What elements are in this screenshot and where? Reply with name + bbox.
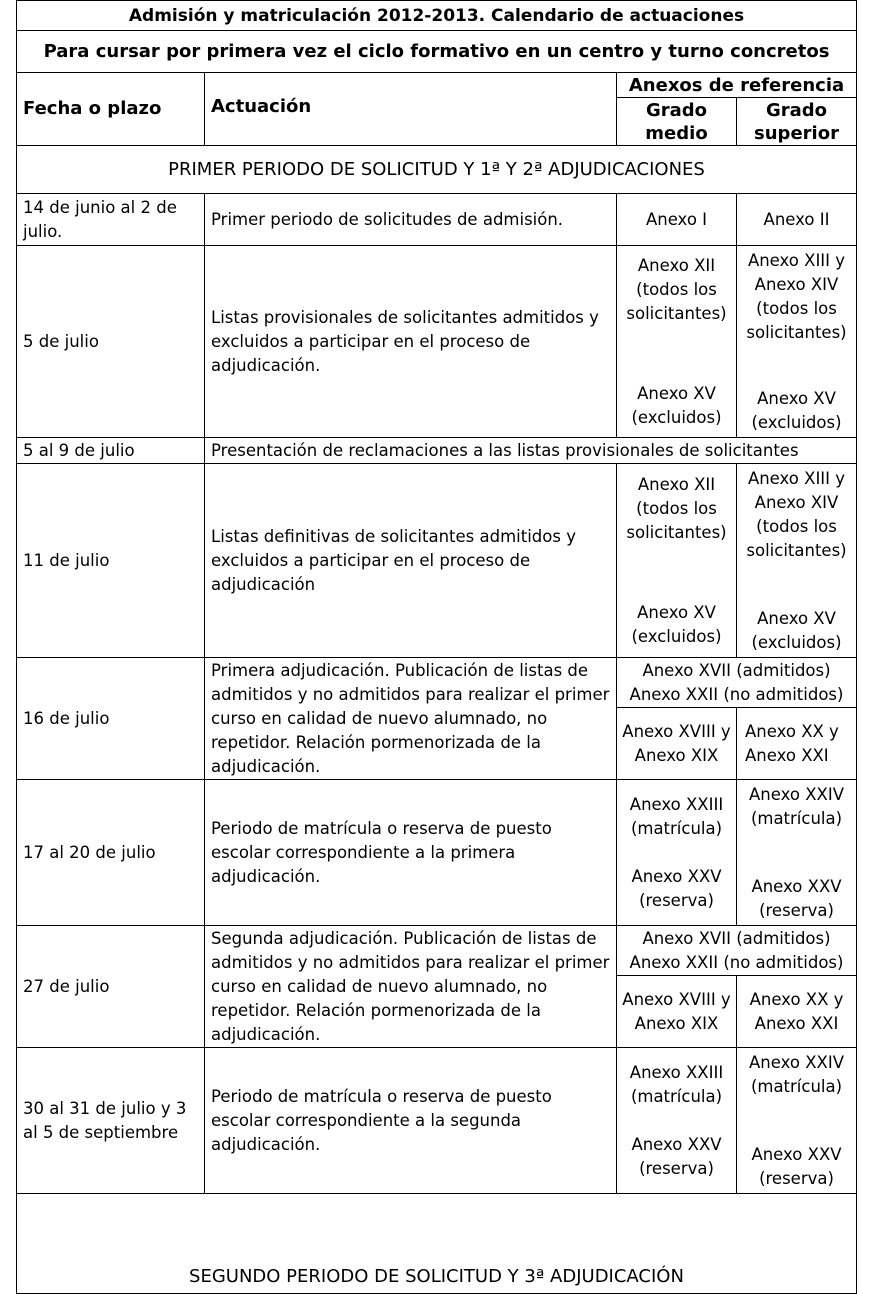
anexo-text: Anexo XVII (admitidos) bbox=[642, 928, 831, 948]
combined-anexo-cell bbox=[617, 926, 857, 976]
subtitle-row bbox=[17, 31, 857, 73]
grado-superior-cell: Anexo II bbox=[737, 194, 857, 246]
anexo-text: Anexo XV (excluidos) bbox=[751, 388, 842, 432]
anexo-text: Anexo XIII y Anexo XIV (todos los solicitantes) bbox=[746, 468, 847, 560]
table-row bbox=[17, 246, 857, 438]
header-grado-medio: Grado medio bbox=[617, 98, 737, 146]
grado-superior-cell bbox=[737, 780, 857, 926]
actuacion-cell: Primera adjudicación. Publicación de listas de admitidos y no admitidos para realizar el primer curso en calidad de nuevo alumnado, no repetidor. Relación pormenorizada de la adjudicación. bbox=[205, 658, 617, 780]
header-row-1 bbox=[17, 73, 857, 98]
actuacion-cell: Listas definitivas de solicitantes admitidos y excluidos a participar en el proceso de adjudicación bbox=[205, 464, 617, 658]
table-row bbox=[17, 1048, 857, 1194]
anexo-text: Anexo XXII (no admitidos) bbox=[629, 684, 844, 704]
actuacion-cell: Primer periodo de solicitudes de admisión. bbox=[205, 194, 617, 246]
grado-superior-cell bbox=[737, 246, 857, 438]
header-actuacion: Actuación bbox=[205, 73, 617, 146]
grado-medio-cell: Anexo XVIII y Anexo XIX bbox=[617, 708, 737, 780]
actuacion-cell: Listas provisionales de solicitantes admitidos y excluidos a participar en el proceso de adjudicación. bbox=[205, 246, 617, 438]
anexo-text: Anexo XIII y Anexo XIV (todos los solicitantes) bbox=[746, 250, 847, 342]
anexo-text: Anexo XXV (reserva) bbox=[751, 1144, 842, 1188]
anexo-text: Anexo XXIV (matrícula) bbox=[749, 1052, 844, 1096]
fecha-cell: 16 de julio bbox=[17, 658, 205, 780]
anexo-text: Anexo XVII (admitidos) bbox=[642, 660, 831, 680]
anexo-text: Anexo XXV (reserva) bbox=[631, 866, 722, 910]
combined-anexo-cell bbox=[617, 658, 857, 708]
period-1-row bbox=[17, 146, 857, 194]
table-row bbox=[17, 780, 857, 926]
actuacion-cell: Presentación de reclamaciones a las listas provisionales de solicitantes bbox=[205, 438, 857, 464]
grado-medio-cell bbox=[617, 464, 737, 658]
fecha-cell: 14 de junio al 2 de julio. bbox=[17, 194, 205, 246]
fecha-cell: 27 de julio bbox=[17, 926, 205, 1048]
grado-superior-cell: Anexo XX y Anexo XXI bbox=[737, 708, 857, 780]
grado-medio-cell: Anexo XVIII y Anexo XIX bbox=[617, 976, 737, 1048]
table-row bbox=[17, 658, 857, 708]
table-subtitle: Para cursar por primera vez el ciclo formativo en un centro y turno concretos bbox=[17, 31, 857, 73]
anexo-text: Anexo XXIII (matrícula) bbox=[629, 1062, 724, 1106]
anexo-text: Anexo XII (todos los solicitantes) bbox=[626, 255, 727, 323]
grado-medio-cell bbox=[617, 246, 737, 438]
title-row bbox=[17, 1, 857, 31]
actuacion-cell: Periodo de matrícula o reserva de puesto escolar correspondiente a la primera adjudicación. bbox=[205, 780, 617, 926]
fecha-cell: 30 al 31 de julio y 3 al 5 de septiembre bbox=[17, 1048, 205, 1194]
header-fecha: Fecha o plazo bbox=[17, 73, 205, 146]
header-anexos: Anexos de referencia bbox=[617, 73, 857, 98]
anexo-text: Anexo XV (excluidos) bbox=[751, 608, 842, 652]
fecha-cell: 5 al 9 de julio bbox=[17, 438, 205, 464]
fecha-cell: 5 de julio bbox=[17, 246, 205, 438]
anexo-text: Anexo XXV (reserva) bbox=[631, 1134, 722, 1178]
header-grado-superior: Grado superior bbox=[737, 98, 857, 146]
anexo-text: Anexo XXIII (matrícula) bbox=[629, 794, 724, 838]
anexo-text: Anexo XXII (no admitidos) bbox=[629, 952, 844, 972]
actuacion-cell: Periodo de matrícula o reserva de puesto escolar correspondiente a la segunda adjudicación. bbox=[205, 1048, 617, 1194]
fecha-cell: 17 al 20 de julio bbox=[17, 780, 205, 926]
table-row bbox=[17, 464, 857, 658]
anexo-text: Anexo XII (todos los solicitantes) bbox=[626, 474, 727, 542]
grado-superior-cell: Anexo XX y Anexo XXI bbox=[737, 976, 857, 1048]
anexo-text: Anexo XV (excluidos) bbox=[631, 602, 722, 646]
period-2-row bbox=[17, 1194, 857, 1294]
grado-medio-cell bbox=[617, 780, 737, 926]
table-row bbox=[17, 194, 857, 246]
period-1-heading: PRIMER PERIODO DE SOLICITUD Y 1ª Y 2ª ADJUDICACIONES bbox=[17, 146, 857, 194]
calendar-table bbox=[16, 0, 857, 1294]
grado-superior-cell bbox=[737, 1048, 857, 1194]
fecha-cell: 11 de julio bbox=[17, 464, 205, 658]
table-row bbox=[17, 438, 857, 464]
anexo-text: Anexo XXV (reserva) bbox=[751, 876, 842, 920]
actuacion-cell: Segunda adjudicación. Publicación de listas de admitidos y no admitidos para realizar el primer curso en calidad de nuevo alumnado, no repetidor. Relación pormenorizada de la adjudicación. bbox=[205, 926, 617, 1048]
table-title: Admisión y matriculación 2012-2013. Calendario de actuaciones bbox=[17, 1, 857, 31]
anexo-text: Anexo XV (excluidos) bbox=[631, 383, 722, 427]
table-row bbox=[17, 926, 857, 976]
grado-superior-cell bbox=[737, 464, 857, 658]
grado-medio-cell: Anexo I bbox=[617, 194, 737, 246]
anexo-text: Anexo XXIV (matrícula) bbox=[749, 784, 844, 828]
grado-medio-cell bbox=[617, 1048, 737, 1194]
period-2-heading: SEGUNDO PERIODO DE SOLICITUD Y 3ª ADJUDICACIÓN bbox=[17, 1194, 857, 1294]
